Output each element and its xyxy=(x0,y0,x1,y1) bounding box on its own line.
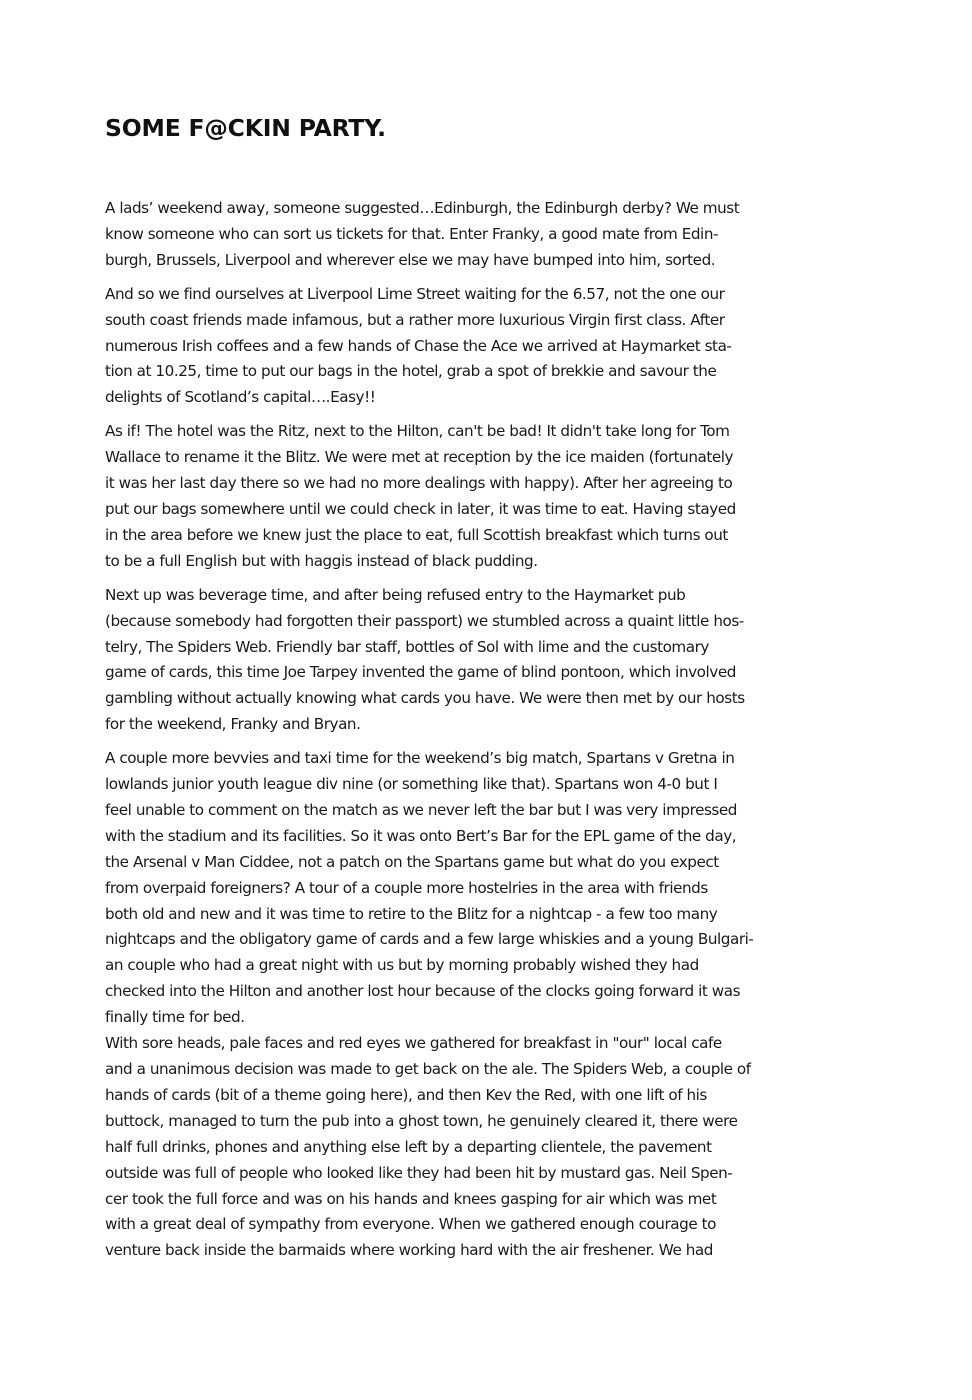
document-title: SOME F@CKIN PARTY. xyxy=(105,114,386,142)
paragraph xyxy=(105,1031,873,1264)
text-line: hands of cards (bit of a theme going here), and then Kev the Red, with one lift of his xyxy=(105,1085,707,1104)
text-line: game of cards, this time Joe Tarpey invented the game of blind pontoon, which involved xyxy=(105,663,736,682)
text-line: put our bags somewhere until we could check in later, it was time to eat. Having stayed xyxy=(105,499,736,518)
text-line: an couple who had a great night with us but by morning probably wished they had xyxy=(105,956,699,975)
text-line: gambling without actually knowing what cards you have. We were then met by our hosts xyxy=(105,689,745,708)
text-line: buttock, managed to turn the pub into a ghost town, he genuinely cleared it, there were xyxy=(105,1111,738,1130)
text-line: A couple more bevvies and taxi time for the weekend’s big match, Spartans v Gretna in xyxy=(105,749,735,768)
text-line: south coast friends made infamous, but a rather more luxurious Virgin first class. After xyxy=(105,310,725,329)
text-line: A lads’ weekend away, someone suggested…Edinburgh, the Edinburgh derby? We must xyxy=(105,199,740,217)
paragraph xyxy=(105,746,873,1031)
text-line: delights of Scotland’s capital….Easy!! xyxy=(105,388,376,407)
text-line: with the stadium and its facilities. So it was onto Bert’s Bar for the EPL game of the day, xyxy=(105,826,737,845)
text-line: from overpaid foreigners? A tour of a couple more hostelries in the area with friends xyxy=(105,878,708,897)
document-body xyxy=(105,196,873,1272)
text-line: (because somebody had forgotten their passport) we stumbled across a quaint little hos- xyxy=(105,611,744,630)
paragraph xyxy=(105,419,873,574)
text-line: for the weekend, Franky and Bryan. xyxy=(105,715,361,734)
text-line: finally time for bed. xyxy=(105,1008,245,1027)
text-line: Next up was beverage time, and after being refused entry to the Haymarket pub xyxy=(105,585,686,604)
text-line: numerous Irish coffees and a few hands of Chase the Ace we arrived at Haymarket sta- xyxy=(105,336,732,355)
text-line: And so we find ourselves at Liverpool Lime Street waiting for the 6.57, not the one our xyxy=(105,284,725,303)
text-line: half full drinks, phones and anything else left by a departing clientele, the pavement xyxy=(105,1137,712,1156)
text-line: venture back inside the barmaids where working hard with the air freshener. We had xyxy=(105,1241,713,1260)
text-line: Wallace to rename it the Blitz. We were met at reception by the ice maiden (fortunately xyxy=(105,448,734,467)
text-line: in the area before we knew just the place to eat, full Scottish breakfast which turns out xyxy=(105,525,728,544)
paragraph xyxy=(105,583,873,738)
text-line: lowlands junior youth league div nine (or something like that). Spartans won 4-0 but I xyxy=(105,775,718,794)
text-line: tion at 10.25, time to put our bags in the hotel, grab a spot of brekkie and savour the xyxy=(105,362,717,381)
text-line: checked into the Hilton and another lost hour because of the clocks going forward it was xyxy=(105,982,741,1001)
text-line: know someone who can sort us tickets for that. Enter Franky, a good mate from Edin- xyxy=(105,224,719,243)
paragraph xyxy=(105,196,873,274)
text-line: With sore heads, pale faces and red eyes we gathered for breakfast in "our" local cafe xyxy=(105,1034,722,1053)
text-line: outside was full of people who looked like they had been hit by mustard gas. Neil Spen- xyxy=(105,1163,733,1182)
text-line: both old and new and it was time to retire to the Blitz for a nightcap - a few too many xyxy=(105,904,718,923)
text-line: nightcaps and the obligatory game of cards and a few large whiskies and a young Bulgari- xyxy=(105,930,754,949)
text-line: with a great deal of sympathy from everyone. When we gathered enough courage to xyxy=(105,1215,716,1234)
text-line: cer took the full force and was on his hands and knees gasping for air which was met xyxy=(105,1189,717,1208)
text-line: to be a full English but with haggis instead of black pudding. xyxy=(105,551,538,570)
text-line: As if! The hotel was the Ritz, next to the Hilton, can't be bad! It didn't take long for Tom xyxy=(105,422,730,441)
text-line: burgh, Brussels, Liverpool and wherever else we may have bumped into him, sorted. xyxy=(105,250,716,269)
text-line: feel unable to comment on the match as we never left the bar but I was very impressed xyxy=(105,800,737,819)
text-line: and a unanimous decision was made to get back on the ale. The Spiders Web, a couple of xyxy=(105,1060,751,1078)
text-line: the Arsenal v Man Ciddee, not a patch on the Spartans game but what do you expect xyxy=(105,852,719,871)
text-line: telry, The Spiders Web. Friendly bar staff, bottles of Sol with lime and the customary xyxy=(105,637,709,656)
text-line: it was her last day there so we had no more dealings with happy). After her agreeing to xyxy=(105,474,733,493)
paragraph xyxy=(105,282,873,412)
